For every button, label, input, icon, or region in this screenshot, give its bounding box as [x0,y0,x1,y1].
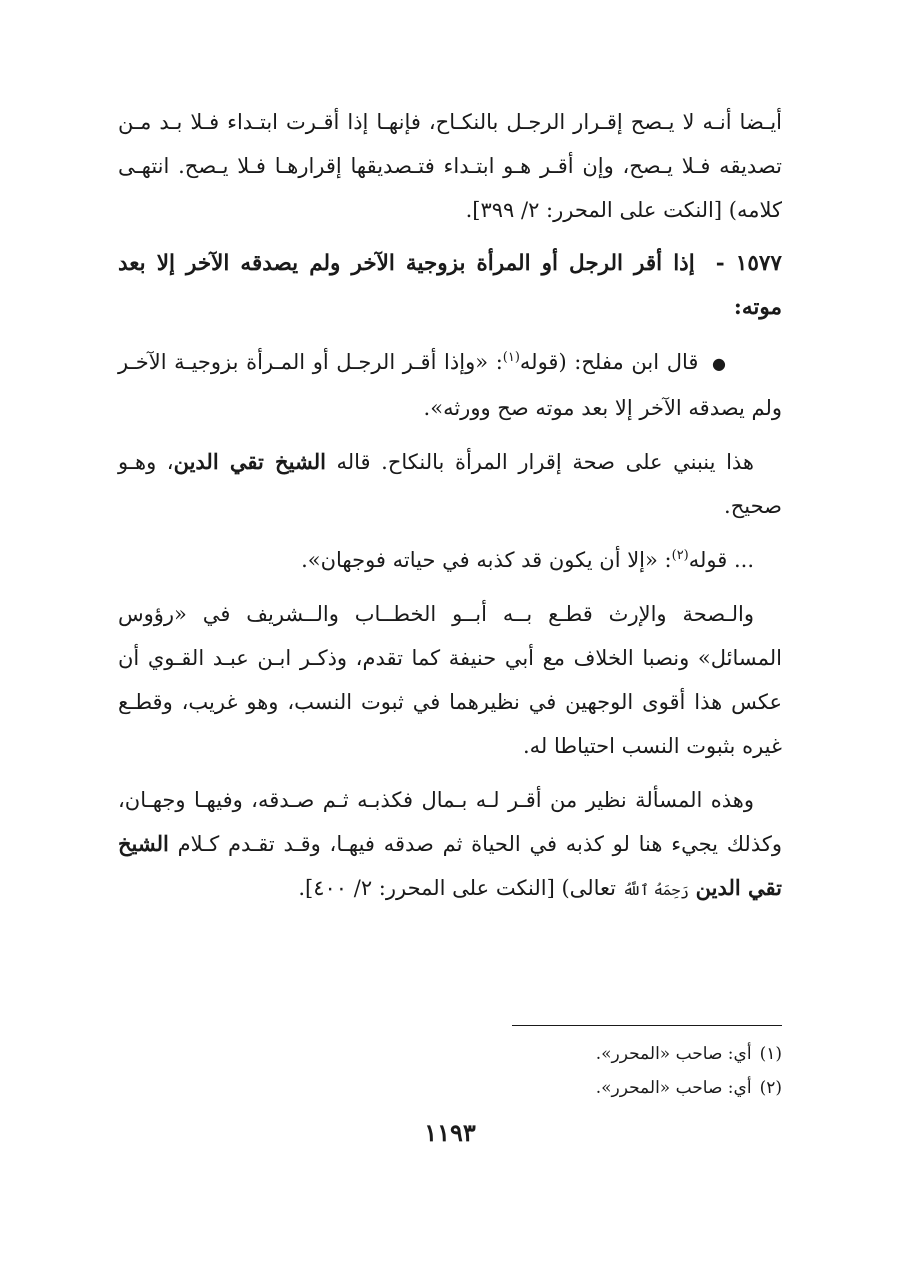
paragraph-commentary [118,440,782,528]
conclusion-end: تعالى) [النكت على المحرر: ٢/ ٤٠٠]. [298,876,623,900]
paragraph-quote [118,340,782,430]
section-number: ١٥٧٧ - [715,251,782,276]
footnote-text: أي: صاحب «المحرر». [595,1078,752,1098]
page-number: ١١٩٣ [424,1118,476,1147]
commentary-text: هذا ينبني على صحة إقرار المرأة بالنكاح. قاله [325,450,754,474]
section-heading-text: إذا أقر الرجل أو المرأة بزوجية الآخر ولم يصدقه الآخر إلا بعد موته: [118,251,782,320]
sheikh-name-2: الشيخ تقي الدين [118,831,782,900]
footnote-ref-1[interactable]: (١) [502,350,520,365]
paragraph-continuation: أيـضا أنـه لا يـصح إقـرار الرجـل بالنكـاح، فإنهـا إذا أقـرت ابتـداء فـلا بـد مـن تصديقه فـلا يـصح، وإن أقـر هـو ابتـداء فتـصديقها إقرارهـا فـلا يـصح. انتهـى كلامه) [النكت على المحرر: ٢/ ٣٩٩]. [118,110,782,222]
quote-text: : «وإذا أقـر الرجـل أو المـرأة بزوجيـة الآخـر ولم يصدقه الآخر إلا بعد موته صح وورثه». [118,350,782,420]
footnote-ref-2[interactable]: (٢) [671,548,689,563]
footnote-1 [118,1037,782,1071]
sheikh-name: الشيخ تقي الدين [173,449,326,474]
quote-intro: قال ابن مفلح: (قوله [519,350,699,374]
paragraph-conclusion [118,778,782,912]
footnote-list [118,1037,782,1105]
footnote-divider [512,1025,782,1026]
footnote-2 [118,1071,782,1105]
paragraph-discussion: والـصحة والإرث قطـع بــه أبــو الخطــاب والــشريف في «رؤوس المسائل» ونصبا الخلاف مع أبي حنيفة كما تقدم، وذكـر ابـن عبـد القـوي أن عكس هذا أقوى الوجهين في نظيرهما في ثبوت النسب، وهو غريب، وقطـع غيره بثبوت النسب احتياطا له. [118,602,782,758]
second-quote-intro: ... قوله [688,548,754,572]
section-heading [118,242,782,330]
page-body [118,100,782,922]
footnote-marker: (١) [759,1044,782,1064]
footnote-text: أي: صاحب «المحرر». [595,1044,752,1064]
bullet-icon: ● [712,354,726,373]
honorific-glyph: رَحِمَهُ ٱللَّهُ [622,881,689,899]
second-quote-text: : «إلا أن يكون قد كذبه في حياته فوجهان». [301,548,672,572]
footnote-marker: (٢) [759,1078,782,1098]
conclusion-text: وهذه المسألة نظير من أقـر لـه بـمال فكذبـه ثـم صـدقه، وفيهـا وجهـان، وكذلك يجيء هنا لو كذبه في الحياة ثم صدقه فيهـا، وقـد تقـدم كـلام [118,788,782,856]
commentary-end: ، وهـو صحيح. [118,450,782,518]
paragraph-second-quote [118,538,782,582]
